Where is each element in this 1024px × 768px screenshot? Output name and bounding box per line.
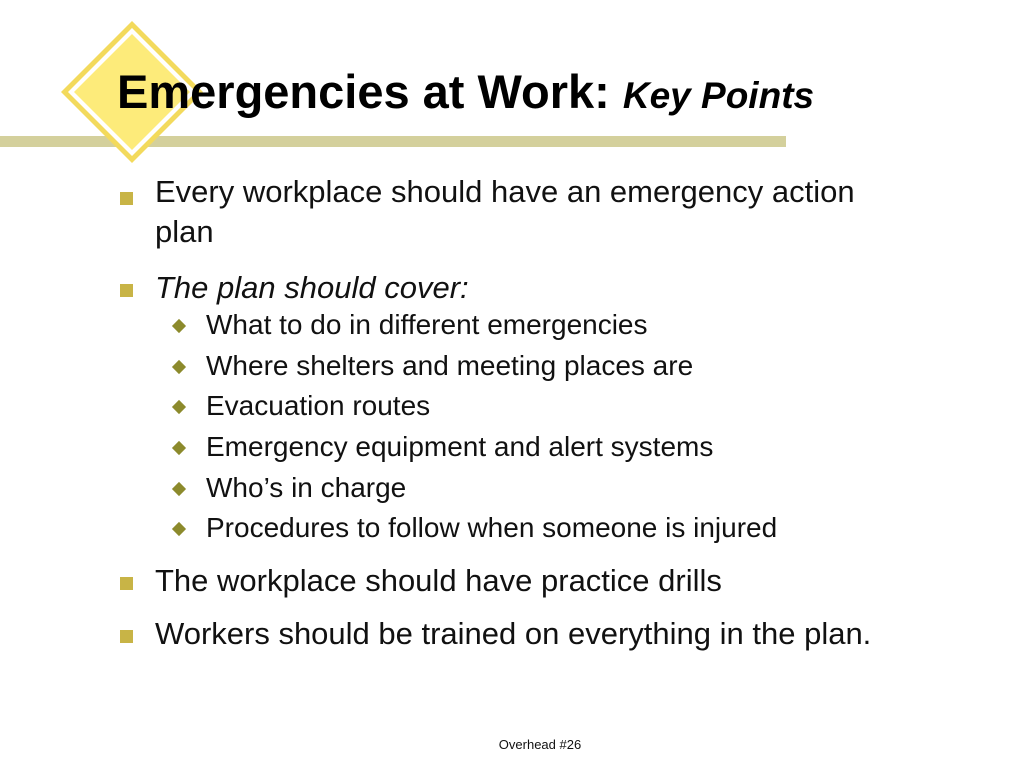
square-bullet-icon xyxy=(120,630,133,643)
diamond-bullet-icon xyxy=(172,360,186,374)
diamond-bullet-icon xyxy=(172,522,186,536)
slide-title-subtitle: Key Points xyxy=(622,75,815,116)
diamond-bullet-icon xyxy=(172,400,186,414)
bullet-text: Every workplace should have an emergency action plan xyxy=(155,174,855,249)
diamond-bullet-icon xyxy=(172,441,186,455)
bullet-text: The workplace should have practice drills xyxy=(155,563,722,598)
sub-bullet-text: Procedures to follow when someone is injured xyxy=(206,512,778,543)
square-bullet-icon xyxy=(120,284,133,297)
sub-bullet-text: Evacuation routes xyxy=(206,390,431,421)
bullet-text: Workers should be trained on everything in the plan. xyxy=(155,616,872,651)
square-bullet-icon xyxy=(120,192,133,205)
slide-title-main: Emergencies at Work: xyxy=(117,65,623,118)
sub-bullet-text: Where shelters and meeting places are xyxy=(206,350,694,381)
diamond-bullet-icon xyxy=(172,482,186,496)
sub-bullet-text: What to do in different emergencies xyxy=(206,309,648,340)
sub-bullet-text: Who’s in charge xyxy=(206,472,407,503)
slide-footer: Overhead #26 xyxy=(498,737,582,752)
slide-title xyxy=(117,65,815,118)
diamond-bullet-icon xyxy=(172,319,186,333)
bullet-text: The plan should cover: xyxy=(155,270,469,305)
sub-bullet-text: Emergency equipment and alert systems xyxy=(206,431,714,462)
square-bullet-icon xyxy=(120,577,133,590)
